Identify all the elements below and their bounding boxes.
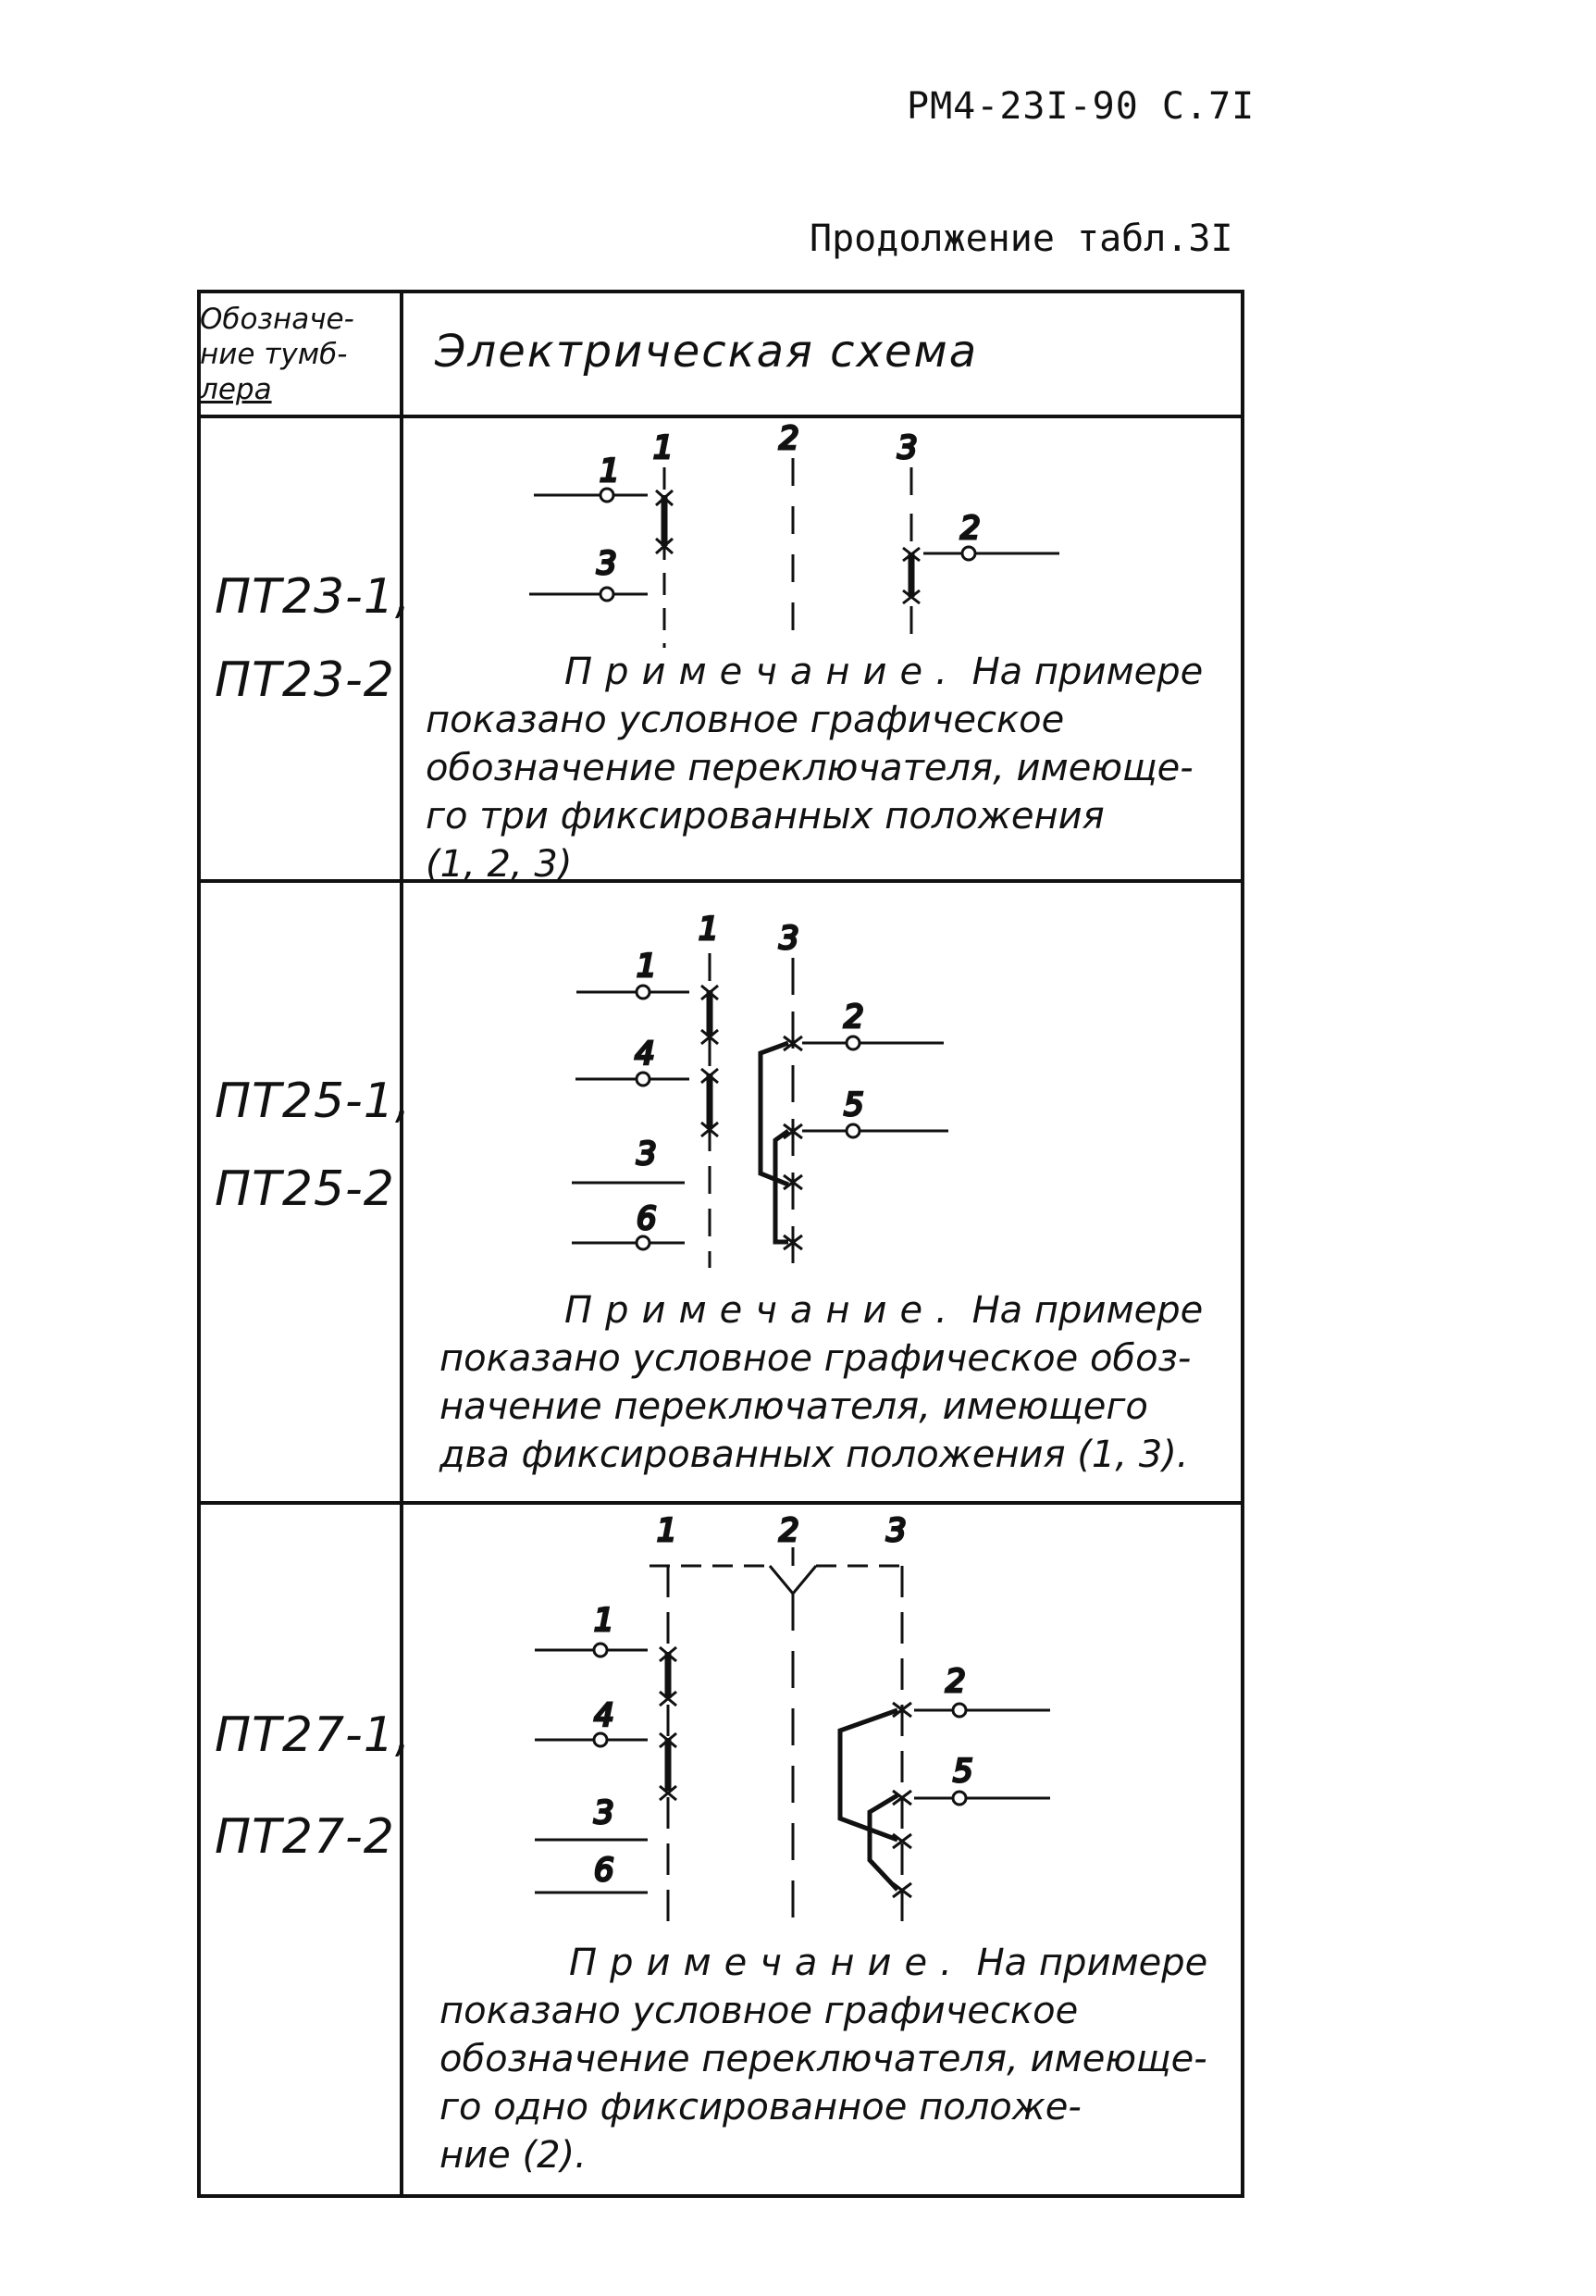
terminal-label: 1 [594, 1602, 614, 1639]
note-line: го три фиксированных положения [426, 795, 1105, 838]
terminal-circle [594, 1733, 607, 1746]
terminal-label: 5 [953, 1753, 973, 1790]
terminal-label: 2 [844, 999, 864, 1036]
terminal-label: 2 [946, 1663, 966, 1700]
note-line: обозначение переключателя, имеюще- [426, 747, 1194, 789]
terminal-circle [637, 1073, 650, 1086]
terminal-label: 3 [597, 545, 617, 582]
note-line [439, 1939, 1207, 1987]
switch-code: ПТ27-2 [215, 1809, 395, 1865]
note-line: показано условное графическое [426, 699, 1065, 741]
note-line: обозначение переключателя, имеюще- [439, 2038, 1207, 2080]
table-continuation-caption: Продолжение табл.3I [810, 217, 1233, 260]
note-title: Примечание. [564, 1289, 960, 1332]
pole-label: 3 [886, 1512, 907, 1549]
terminal-circle [637, 986, 650, 999]
pole-label: 1 [699, 911, 719, 948]
pole-label: 3 [897, 429, 918, 466]
terminal-circle [600, 489, 613, 502]
pole-label: 2 [779, 420, 799, 457]
terminal-label: 1 [637, 948, 657, 985]
switch-code: ПТ23-2 [215, 652, 395, 708]
note-line: показано условное графическое [439, 1990, 1079, 2032]
terminal-circle [953, 1704, 966, 1717]
note-line [439, 1286, 1203, 1334]
terminal-label: 5 [844, 1086, 864, 1123]
note-line: показано условное графическое обоз- [439, 1337, 1192, 1380]
header-line: ние тумб- [200, 338, 348, 371]
terminal-circle [847, 1036, 860, 1049]
terminal-label: 2 [960, 510, 981, 547]
note-text: На примере [976, 1942, 1208, 1984]
terminal-circle [962, 547, 975, 560]
terminal-label: 6 [637, 1200, 657, 1237]
pole-label: 2 [779, 1512, 799, 1549]
contact-bridge [870, 1795, 897, 1890]
switch-code: ПТ25-1, [215, 1074, 412, 1129]
terminal-circle [847, 1124, 860, 1137]
terminal-label: 3 [594, 1794, 614, 1831]
terminal-label: 4 [635, 1036, 655, 1073]
note-line [426, 648, 1203, 696]
terminal-label: 6 [594, 1852, 614, 1889]
note-line: начение переключателя, имеющего [439, 1385, 1148, 1428]
terminal-label: 3 [637, 1136, 657, 1173]
note-title: Примечание. [564, 651, 960, 693]
pole-label: 3 [779, 920, 799, 957]
note-text: На примере [971, 651, 1204, 693]
note-title: Примечание. [569, 1942, 965, 1984]
terminal-circle [953, 1792, 966, 1805]
column-header-schema: Электрическая схема [435, 326, 979, 378]
note-pt23 [426, 648, 1203, 888]
note-line: два фиксированных положения (1, 3). [439, 1433, 1189, 1476]
terminal-circle [637, 1236, 650, 1249]
terminal-circle [594, 1644, 607, 1657]
schematic-pt23 [529, 420, 1059, 648]
switch-code: ПТ27-1, [215, 1707, 412, 1763]
schematic-pt27 [535, 1512, 1050, 1925]
note-text: На примере [971, 1289, 1204, 1332]
terminal-circle [600, 588, 613, 601]
note-line: ние (2). [439, 2134, 587, 2177]
note-pt25 [439, 1286, 1203, 1479]
header-line: лера [200, 373, 272, 406]
document-code: РМ4-23I-90 С.7I [907, 85, 1256, 128]
switch-code: ПТ23-1, [215, 569, 412, 625]
pole-label: 1 [657, 1512, 677, 1549]
pole-label: 1 [653, 429, 674, 466]
mechanical-link [770, 1566, 816, 1594]
note-pt27 [439, 1939, 1207, 2179]
terminal-label: 1 [600, 453, 620, 490]
note-line: (1, 2, 3) [426, 843, 573, 886]
header-line: Обозначе- [200, 303, 354, 336]
switch-code: ПТ25-2 [215, 1161, 395, 1217]
terminal-label: 4 [594, 1697, 614, 1734]
note-line: го одно фиксированное положе- [439, 2086, 1082, 2128]
schematic-pt25 [572, 911, 948, 1268]
